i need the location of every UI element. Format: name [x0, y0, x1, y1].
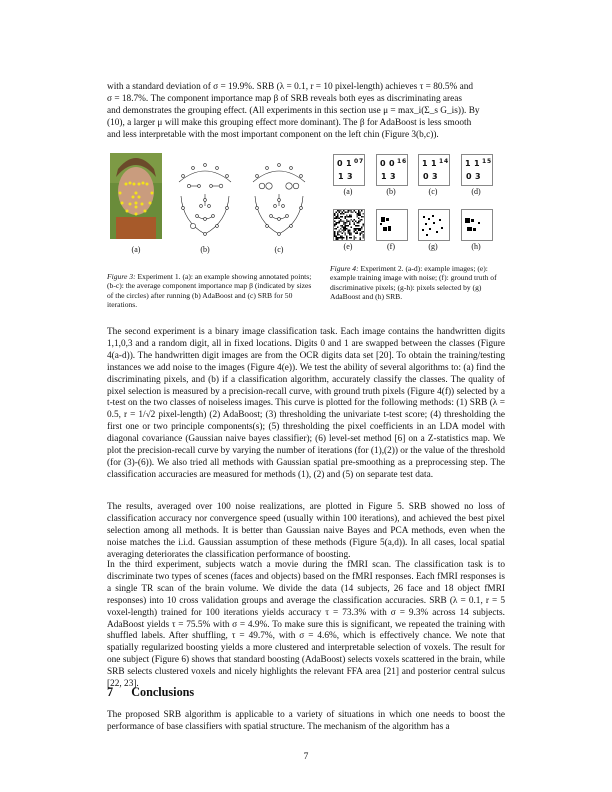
fig4-label-g: (g)	[428, 242, 438, 251]
paragraph-intro-line-3: and demonstrates the grouping effect. (All experiments in this section use μ = max_i(Σ_s G_is)). By	[107, 105, 480, 116]
digit-glyph: 0	[354, 158, 359, 165]
pixel-maps	[333, 209, 493, 241]
adaboost-importance-map	[175, 156, 235, 238]
face-photo	[110, 153, 162, 239]
figure3-caption-tag: Figure 3:	[107, 272, 136, 281]
fig4-label-d: (d)	[471, 187, 481, 196]
paragraph-intro-line-1: with a standard deviation of σ = 19.9%. SRB (λ = 0.1, r = 10 pixel-length) achieves τ = 80.5% and	[107, 82, 474, 92]
page-number: 7	[303, 752, 309, 762]
digit-glyph: 4	[444, 158, 449, 165]
fig4-label-b: (b)	[386, 187, 396, 196]
digit-glyph: 0	[337, 159, 343, 168]
paragraph-intro-line-2: σ = 18.7%. The component importance map β of SRB reveals both eyes as discriminating areas	[107, 93, 463, 104]
digit-glyph: 1	[482, 158, 487, 165]
digit-glyph: 0	[423, 172, 429, 181]
digit-glyph: 1	[338, 172, 344, 181]
paragraph-conclusions: The proposed SRB algorithm is applicable to a variety of situations in which one needs to boost the performance of base classifiers with spatial structure. The mechanism of the algorithm has a	[107, 710, 505, 732]
digit-glyph: 0	[466, 172, 472, 181]
fig3-label-a: (a)	[131, 245, 141, 254]
digit-glyph: 5	[487, 158, 492, 165]
digit-glyph: 1	[397, 158, 402, 165]
digit-glyph: 3	[432, 172, 438, 181]
digit-glyph: 1	[381, 172, 387, 181]
paragraph-results: The results, averaged over 100 noise realizations, are plotted in Figure 5. SRB showed no loss of classification accuracy nor convergence speed (usually within 100 iterations), and achieved the best pixel selection among all methods. It is better than Gaussian naive Bayes and PCA methods, even when the noise matches the i.i.d. Gaussian assumption of these methods (Figure 5(a,d)). In all cases, local spatial averaging deteriorates the classification performance of boosting.	[107, 502, 505, 560]
fig3-label-c: (c)	[274, 245, 284, 254]
srb-importance-map	[249, 156, 309, 238]
digit-glyph: 0	[380, 159, 386, 168]
fig3-label-b: (b)	[200, 245, 210, 254]
figure3-caption	[107, 272, 314, 309]
figure4-caption-tag: Figure 4:	[330, 264, 359, 273]
figures-area	[107, 148, 505, 313]
figure4-caption-text: Experiment 2. (a-d): example images; (e): example training image with noise; (f): ground truth of discriminative pixels; (g-h): pixels selected by (g) AdaBoost and (h) SRB.	[330, 264, 497, 301]
figure3-caption-text: Experiment 1. (a): an example showing annotated points; (b-c): the average component importance map β (indicated by sizes of the circles) after running (b) AdaBoost and (c) SRB for 50 iterations.	[107, 272, 312, 309]
digit-glyph: 1	[346, 159, 352, 168]
digit-glyph: 3	[475, 172, 481, 181]
fig4-label-h: (h)	[471, 242, 481, 251]
paragraph-experiment-3: In the third experiment, subjects watch a movie during the fMRI scan. The classification task is to discriminate two types of scenes (faces and objects) based on the fMRI responses. Each fMRI responses is a single TR scan of the brain volume. We divide the data (14 subjects, 26 face and 18 object fMRI responses) into 10 cross validation groups and average the classification accuracies. SRB (λ = 0.1, r = 5 voxel-length) trained for 100 iterations yields accuracy τ = 73.3% with σ = 9.3% across 14 subjects. AdaBoost yields τ = 75.5% with σ = 4.9%. To make sure this is significant, we repeated the training with shuffled labels. After shuffling, τ = 49.7%, with σ = 4.6%, which is effectively chance. We note that spatially regularized boosting yields a more clustered and interpretable selection of voxels. The result for one subject (Figure 6) shows that standard boosting (AdaBoost) selects voxels scattered in the brain, while SRB selects clustered voxels and nicely highlights the relevant FFA area [21] and posterior central sulcus [22, 23].	[107, 560, 505, 690]
section-heading	[107, 685, 194, 700]
fig4-label-c: (c)	[428, 187, 438, 196]
digit-glyphs	[333, 154, 493, 186]
digit-glyph: 1	[474, 159, 480, 168]
digit-glyph: 1	[422, 159, 428, 168]
fig4-label-e: (e)	[343, 242, 353, 251]
digit-glyph: 3	[347, 172, 353, 181]
section-title: Conclusions	[131, 685, 195, 699]
paragraph-intro	[107, 82, 505, 142]
digit-glyph: 0	[389, 159, 395, 168]
paragraph-intro-line-5: and less interpretable with the most important component on the left chin (Figure 3(b,c)).	[107, 129, 439, 140]
fig4-label-a: (a)	[343, 187, 353, 196]
paragraph-experiment-2: The second experiment is a binary image classification task. Each image contains the handwritten digits 1,1,0,3 and a random digit, all in fixed locations. Digits 0 and 1 are swapped between the classes (Figure 4(a-d)). The handwritten digit images are from the OCR digits data set [20]. To obtain the training/testing instances we add noise to the images (Figure 4(e)). We test the ability of several algorithms to: (a) find the discriminating pixels, and (b) if a classification algorithm, accurately classify the classes. The quality of pixel selection is measured by a precision-recall curve, with ground truth pixels (Figure 4(f)) selected by a t-test on the two classes of noiseless images. This curve is plotted for the following methods: (1) SRB (λ = 0.5, r = 1/√2 pixel-length) (2) AdaBoost; (3) thresholding the univariate t-test score; (4) thresholding the first one or two principle components(s); (5) thresholding the pixel coefficients in an LDA model with diagonal covariance (Gaussian naive bayes classifier); (6) level-set method [6] on a Z-statistics map. We plot the precision-recall curve by varying the number of iterations (for (1),(2)) or the value of the threshold (for (3)-(6)). We also tried all methods with Gaussian spatial pre-smoothing as a preprocessing step. The classification accuracies are measured for methods (1), (2) and (5) on separate test data.	[107, 327, 505, 480]
digit-glyph: 1	[465, 159, 471, 168]
digit-glyph: 1	[431, 159, 437, 168]
digit-glyph: 7	[359, 158, 364, 165]
figure4-caption	[330, 264, 502, 301]
digit-glyph: 6	[402, 158, 407, 165]
section-number: 7	[107, 685, 114, 699]
paragraph-intro-line-4: (10), a larger μ will make this grouping effect more dominant). The β for AdaBoost is less smooth	[107, 117, 472, 128]
digit-glyph: 3	[390, 172, 396, 181]
fig4-label-f: (f)	[387, 242, 395, 251]
digit-glyph: 1	[439, 158, 444, 165]
